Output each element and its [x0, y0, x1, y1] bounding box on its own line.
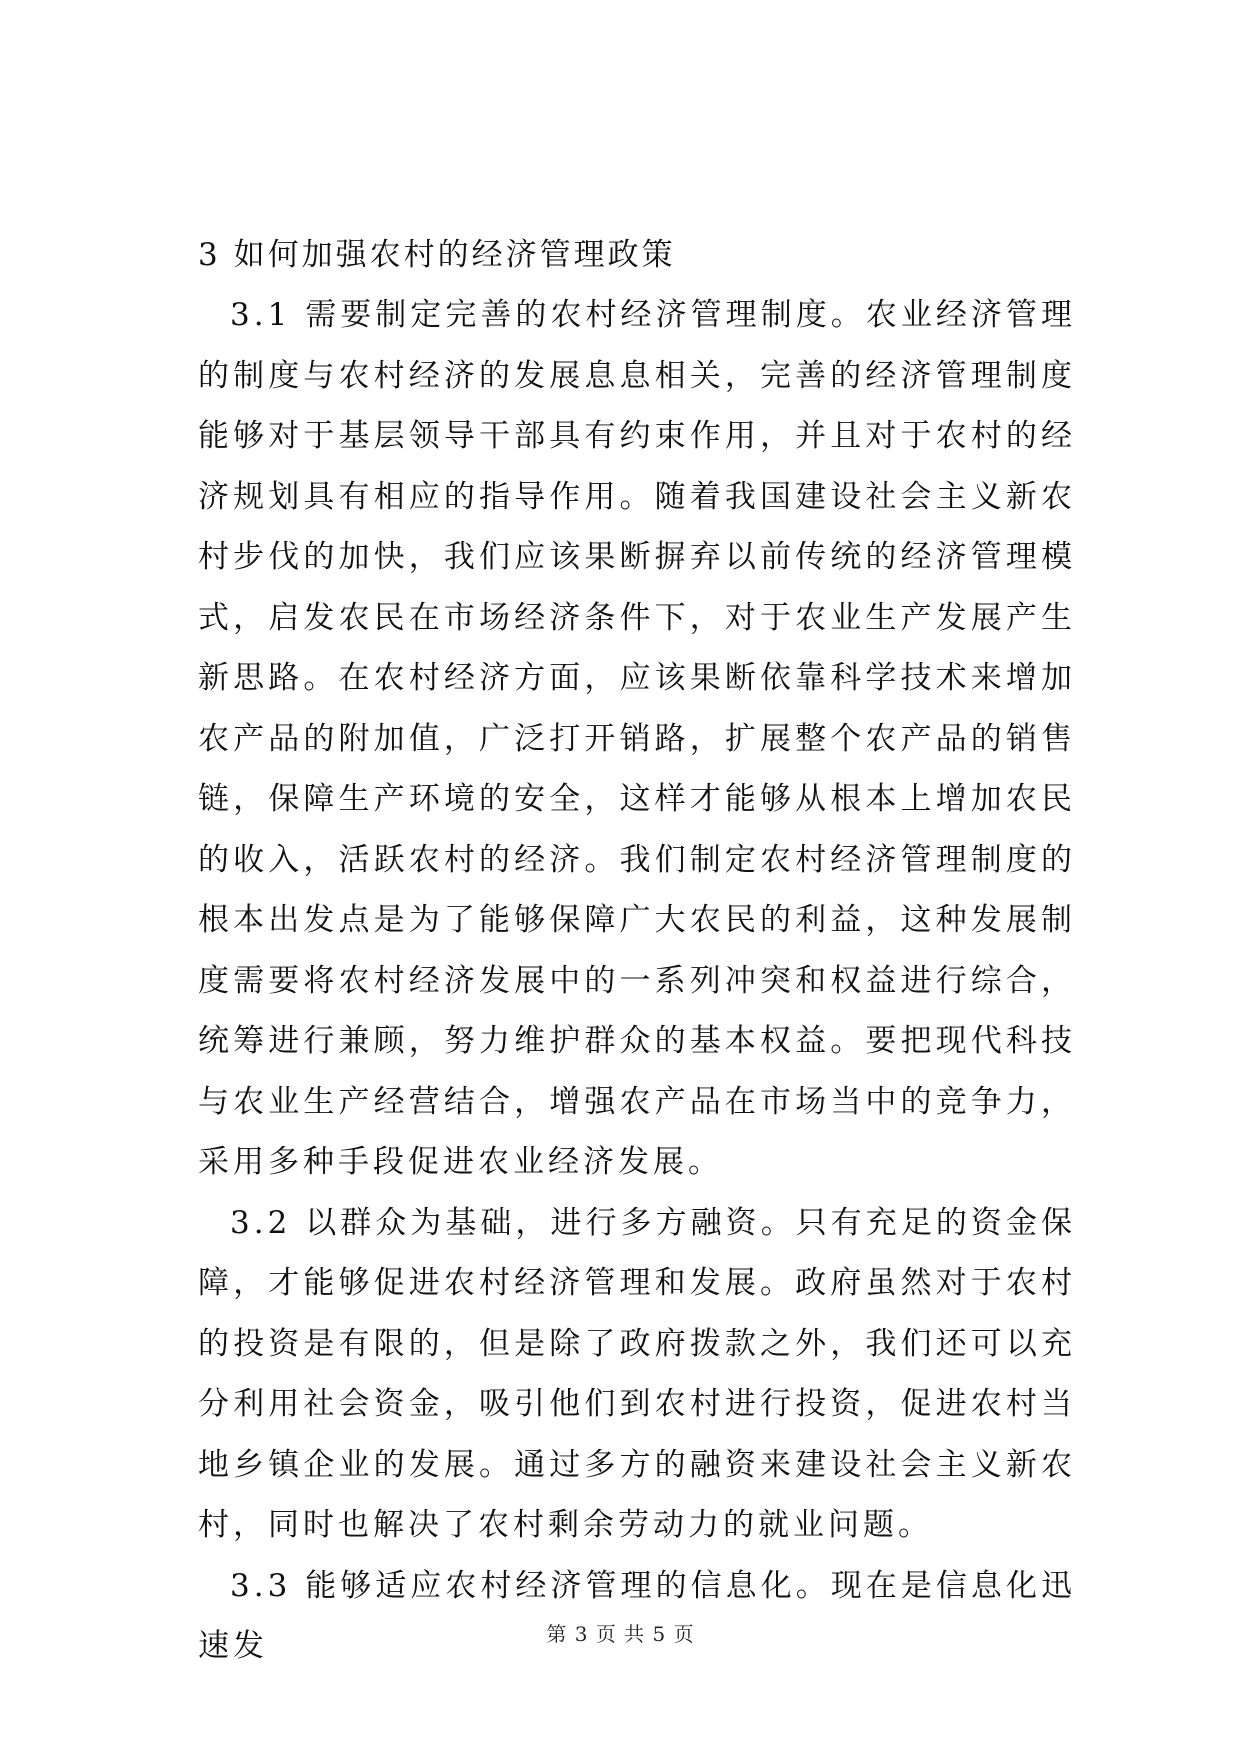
document-body — [198, 225, 1076, 1677]
page-number-footer: 第 3 页 共 5 页 — [546, 1622, 695, 1646]
section-heading: 3 如何加强农村的经济管理政策 — [198, 237, 676, 273]
paragraph-3-2: 3.2 以群众为基础，进行多方融资。只有充足的资金保障，才能够促进农村经济管理和发展。政府虽然对于农村的投资是有限的，但是除了政府拨款之外，我们还可以充分利用社会资金，吸引他们到农村进行投资，促进农村当地乡镇企业的发展。通过多方的融资来建设社会主义新农村，同时也解决了农村剩余劳动力的就业问题。 — [198, 1204, 1076, 1543]
paragraph-3-3: 3.3 能够适应农村经济管理的信息化。现在是信息化迅速发 — [198, 1567, 1076, 1664]
paragraph-3-1: 3.1 需要制定完善的农村经济管理制度。农业经济管理的制度与农村经济的发展息息相关，完善的经济管理制度能够对于基层领导干部具有约束作用，并且对于农村的经济规划具有相应的指导作用。随着我国建设社会主义新农村步伐的加快，我们应该果断摒弃以前传统的经济管理模式，启发农民在市场经济条件下，对于农业生产发展产生新思路。在农村经济方面，应该果断依靠科学技术来增加农产品的附加值，广泛打开销路，扩展整个农产品的销售链，保障生产环境的安全，这样才能够从根本上增加农民的收入，活跃农村的经济。我们制定农村经济管理制度的根本出发点是为了能够保障广大农民的利益，这种发展制度需要将农村经济发展中的一系列冲突和权益进行综合，统筹进行兼顾，努力维护群众的基本权益。要把现代科技与农业生产经营结合，增强农产品在市场当中的竞争力，采用多种手段促进农业经济发展。 — [198, 297, 1076, 1180]
